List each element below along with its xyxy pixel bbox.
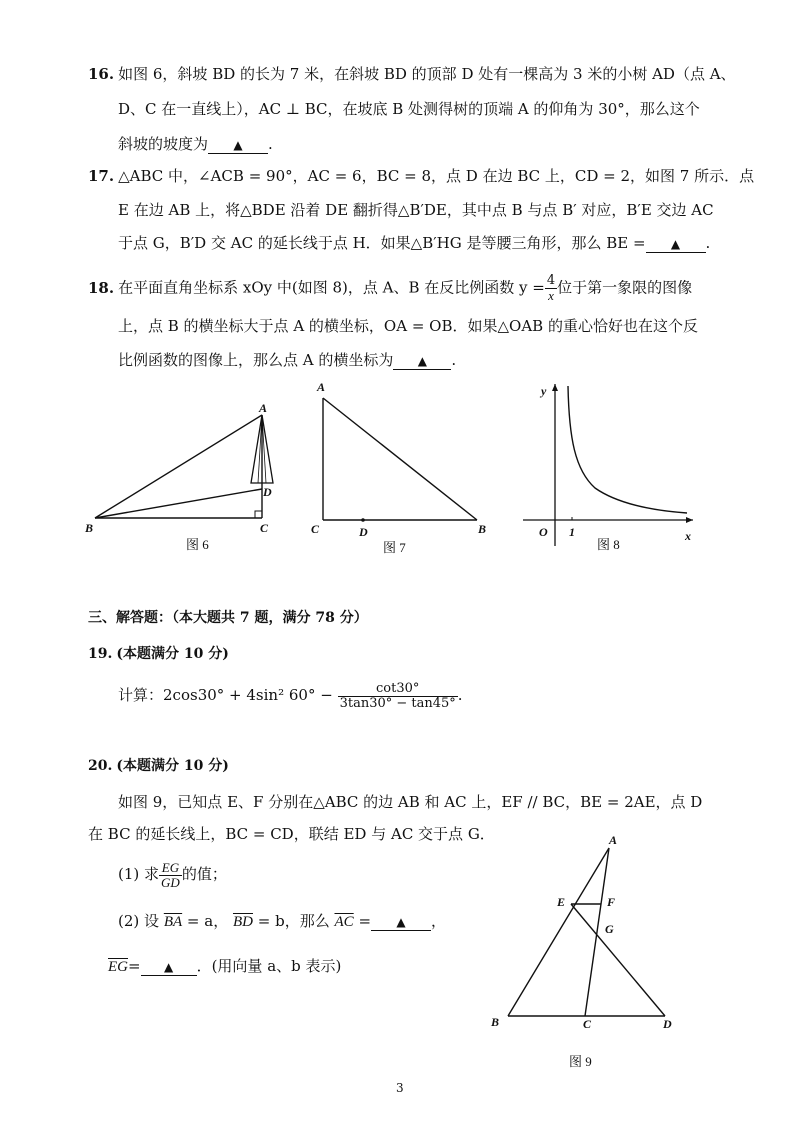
q18-line3 [118, 350, 456, 370]
vector-EG: $\overline{EG}$ [108, 959, 128, 975]
q20-eq2: = b，那么 [257, 912, 330, 930]
q20-part1-text: 的值； [181, 865, 227, 883]
fig9-label-F: F [607, 895, 616, 909]
q20-part1-fraction [159, 861, 182, 890]
fig9-label-A: A [609, 833, 618, 847]
q18-text-1a: 在平面直角坐标系 xOy 中(如图 8)，点 A、B 在反比例函数 y = [118, 278, 545, 297]
fig6-label-C: C [260, 521, 269, 535]
triangle-icon: ▲ [670, 237, 681, 251]
q19-score: (本题满分 10 分) [116, 646, 229, 662]
vector-AC: $\overline{AC}$ [334, 914, 354, 930]
q20-header [88, 756, 229, 776]
q20-answer-blank-2[interactable] [141, 958, 197, 976]
fig8-label-1: 1 [569, 525, 575, 539]
q18-fraction [545, 274, 557, 303]
q19-header [88, 644, 229, 664]
q19-fraction [338, 682, 458, 711]
q20-eq1: = a， [186, 912, 229, 930]
fig9-label-G: G [605, 922, 614, 936]
fig7-segment-AB [323, 398, 477, 520]
q19-expr: 2cos30° + 4sin² 60° − [163, 686, 333, 704]
fig9-label-C: C [583, 1017, 592, 1031]
q20-line1: 如图 9，已知点 E、F 分别在△ABC 的边 AB 和 AC 上，EF // BC，BE = 2AE，点 D [118, 793, 703, 811]
q17-line3 [118, 233, 710, 253]
figure-6 [80, 395, 290, 555]
q18-number: 18. [88, 278, 115, 297]
fig8-label-O: O [539, 525, 548, 539]
q19-period: . [457, 686, 463, 704]
q16-period: . [268, 135, 273, 153]
triangle-icon: ▲ [163, 960, 174, 974]
fig7-point-D [361, 518, 365, 522]
q18-text-1b: 位于第一象限的图像 [557, 278, 693, 297]
fig7-label-A: A [317, 380, 326, 394]
q18-frac-numerator: 4 [546, 273, 556, 288]
fig6-label-D: D [263, 485, 272, 499]
q20-frac-numerator: EG [159, 861, 182, 876]
triangle-icon: ▲ [417, 354, 427, 368]
q20-part2-line2 [108, 956, 341, 977]
q19-frac-numerator: cot30° [338, 682, 458, 697]
fig7-label-B: B [478, 522, 487, 536]
fig8-label-y: y [541, 384, 547, 398]
q18-answer-blank[interactable] [393, 352, 451, 370]
fig8-caption: 图 8 [597, 537, 620, 552]
section-3-heading: 三、解答题：（本大题共 7 题，满分 78 分） [88, 610, 368, 626]
q16-text-1: 如图 6，斜坡 BD 的长为 7 米，在斜坡 BD 的顶部 D 处有一棵高为 3 米的小树 AD（点 A、 [118, 65, 736, 83]
triangle-icon: ▲ [233, 138, 243, 152]
q20-line2: 在 BC 的延长线上，BC = CD，联结 ED 与 AC 交于点 G． [88, 825, 495, 843]
q20-part2-label: (2) 设 [118, 912, 160, 930]
fig6-label-A: A [259, 401, 268, 415]
q20-number: 20. [88, 758, 113, 774]
fig7-label-D: D [359, 525, 368, 539]
q19-expression [118, 678, 463, 712]
q16-text-3: 斜坡的坡度为 [118, 135, 209, 153]
q20-comma: ， [431, 912, 447, 930]
q19-frac-denominator: 3tan30° − tan45° [339, 695, 456, 711]
q20-score: (本题满分 10 分) [116, 758, 229, 774]
fig9-label-D: D [663, 1017, 672, 1031]
figure-7 [305, 378, 505, 558]
q19-calc-label: 计算： [118, 686, 164, 704]
triangle-icon: ▲ [396, 915, 406, 929]
fig9-label-E: E [557, 895, 566, 909]
q17-answer-blank[interactable] [646, 235, 706, 253]
q17-line1 [88, 166, 754, 186]
q19-number: 19. [88, 646, 113, 662]
fig6-label-B: B [85, 521, 94, 535]
q20-part2-hint: ．(用向量 a、b 表示) [196, 957, 342, 975]
q20-part2 [118, 911, 446, 932]
q20-eq3: = [358, 912, 372, 930]
fig8-label-x: x [685, 529, 691, 543]
q20-part1 [118, 858, 227, 890]
fig6-segment-BD [95, 489, 262, 518]
fig6-caption: 图 6 [186, 537, 209, 552]
q17-number: 17. [88, 167, 115, 185]
q18-line2: 上，点 B 的横坐标大于点 A 的横坐标，OA = OB．如果△OAB 的重心恰好也在这个反 [118, 317, 698, 335]
q16-line2: D、C 在一直线上），AC ⊥ BC，在坡底 B 处测得树的顶端 A 的仰角为 30°，那么这个 [118, 100, 700, 118]
q17-line2: E 在边 AB 上，将△BDE 沿着 DE 翻折得△B′DE，其中点 B 与点 B′ 对应，B′E 交边 AC [118, 201, 714, 219]
q20-frac-denominator: GD [161, 874, 180, 890]
page-number: 3 [396, 1081, 404, 1095]
fig6-segment-BA [95, 415, 262, 518]
figure-8 [515, 378, 705, 558]
fig7-label-C: C [311, 522, 320, 536]
figure-9 [485, 830, 690, 1080]
q18-line1 [88, 274, 692, 303]
fig9-caption: 图 9 [569, 1054, 592, 1069]
q18-period: . [451, 351, 457, 369]
fig8-x-arrow-icon [686, 517, 693, 523]
vector-BD: $\overline{BD}$ [232, 914, 253, 930]
q16-number: 16. [88, 65, 115, 83]
q18-frac-denominator: x [548, 288, 554, 303]
fig9-segment-ED [571, 904, 665, 1016]
vector-BA: $\overline{BA}$ [163, 914, 183, 930]
q17-period: . [705, 234, 711, 252]
q20-part1-label: (1) 求 [118, 865, 160, 883]
q17-text-3: 于点 G，B′D 交 AC 的延长线于点 H．如果△B′HG 是等腰三角形，那么 BE = [118, 234, 646, 252]
fig9-label-B: B [491, 1015, 500, 1029]
q18-text-3: 比例函数的图像上，那么点 A 的横坐标为 [118, 351, 394, 369]
fig7-caption: 图 7 [383, 540, 406, 555]
q17-text-1: △ABC 中，∠ACB = 90°，AC = 6，BC = 8，点 D 在边 BC 上，CD = 2，如图 7 所示．点 [118, 167, 755, 185]
q20-eq4: = [128, 957, 141, 975]
q16-line3 [118, 134, 273, 154]
q20-answer-blank-1[interactable] [371, 913, 431, 931]
q16-answer-blank[interactable] [208, 136, 268, 154]
q16-line1 [88, 64, 736, 84]
fig8-y-arrow-icon [552, 384, 558, 391]
fig8-hyperbola [568, 386, 687, 513]
